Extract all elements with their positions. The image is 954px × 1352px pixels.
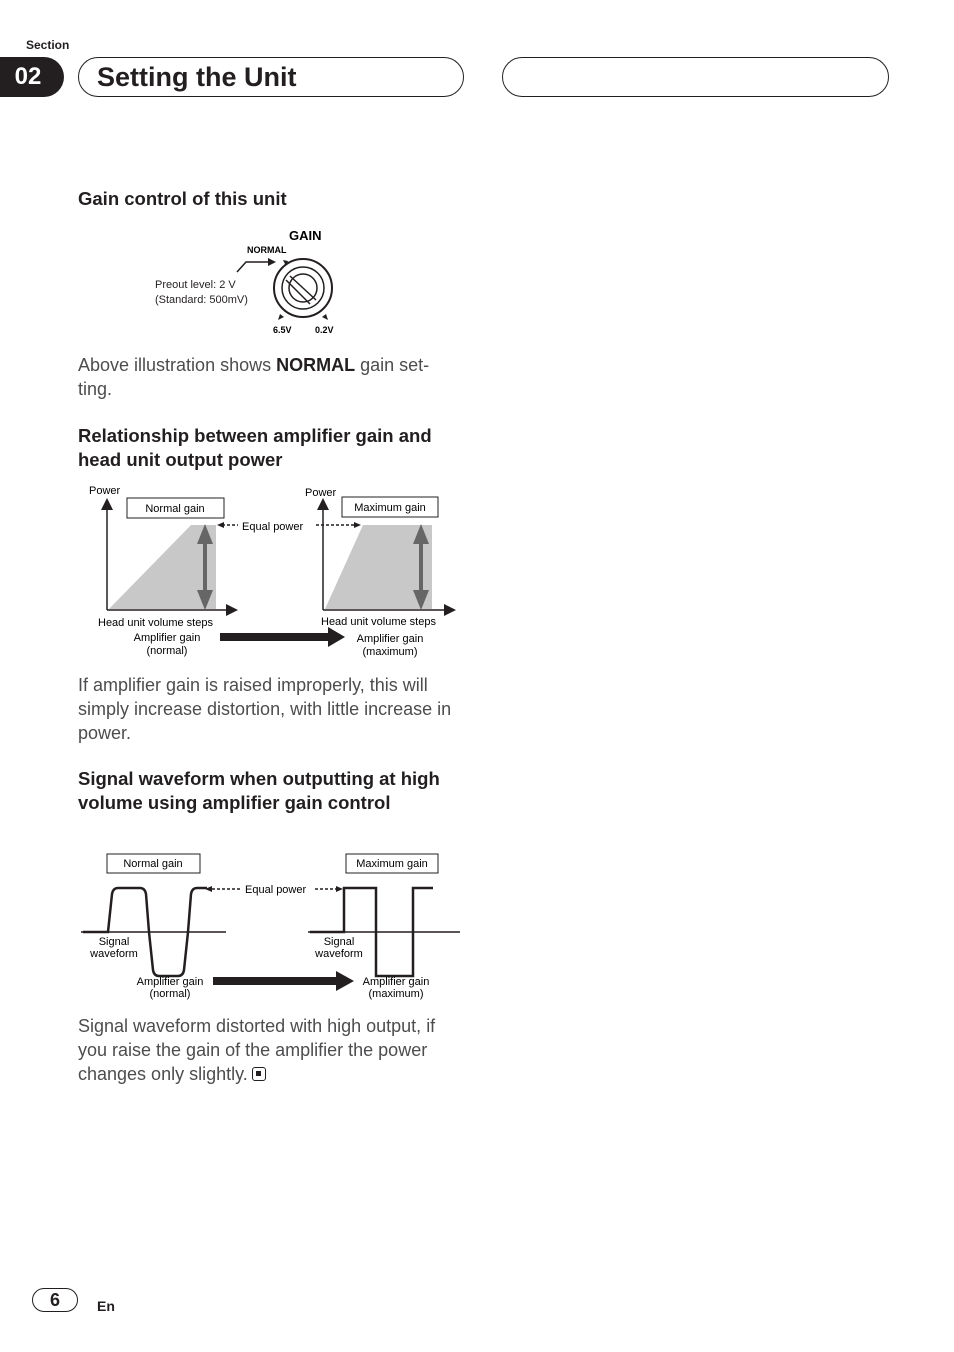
dial-scale-max: 0.2V <box>315 325 334 335</box>
wave-gain-arrow-head <box>336 971 354 991</box>
maximum-gain-label: Maximum gain <box>354 502 426 514</box>
waveform-body <box>78 1014 463 1086</box>
wave-equal-power-label: Equal power <box>245 884 307 896</box>
section-number-badge: 02 <box>0 57 64 97</box>
wave-equal-arrowhead-right <box>336 886 343 892</box>
x-axis-label-left: Head unit volume steps <box>98 617 213 629</box>
equal-power-arrowhead-right <box>354 522 361 528</box>
x-axis-label-right: Head unit volume steps <box>321 616 436 628</box>
end-of-section-icon <box>252 1067 266 1081</box>
right-header-frame <box>502 57 889 97</box>
waveform-heading: Signal waveform when outputting at high volume using amplifier gain control <box>78 768 440 813</box>
amp-gain-normal-2: (normal) <box>146 645 188 657</box>
dial-gain-label: GAIN <box>289 228 322 243</box>
right-signal-label-1: Signal <box>323 936 355 948</box>
wave-amp-max-2: (maximum) <box>368 988 424 1000</box>
power-gain-diagram <box>80 480 460 665</box>
gain-increase-arrow-head <box>328 627 345 647</box>
equal-power-label: Equal power <box>242 521 304 533</box>
power-label-right: Power <box>305 487 337 499</box>
dial-normal-label: NORMAL <box>247 245 287 255</box>
preout-level-line1: Preout level: 2 V <box>155 279 236 291</box>
waveform-body-text: Signal waveform distorted with high output, if you raise the gain of the amplifier the power changes only slightly. <box>78 1016 436 1084</box>
page-title: Setting the Unit <box>97 62 297 92</box>
power-label-left: Power <box>89 485 121 497</box>
equal-power-arrowhead-left <box>217 522 224 528</box>
wave-amp-normal-2: (normal) <box>149 988 191 1000</box>
gain-caption-prefix: Above illustration shows <box>78 355 277 375</box>
normal-pointer-arrowhead <box>268 258 276 266</box>
amp-gain-max-2: (maximum) <box>362 646 418 658</box>
dial-tick-min <box>278 314 284 320</box>
relationship-heading: Relationship between amplifier gain and head unit output power <box>78 425 432 470</box>
gain-dial-illustration <box>150 222 350 342</box>
amp-gain-max-1: Amplifier gain <box>356 633 424 645</box>
gain-caption-bold: NORMAL <box>276 355 356 375</box>
preout-level-line2: (Standard: 500mV) <box>155 294 248 306</box>
wave-amp-max-1: Amplifier gain <box>362 976 430 988</box>
dial-tick-max <box>322 314 328 320</box>
language-label: En <box>97 1298 115 1314</box>
normal-gain-label: Normal gain <box>145 503 205 515</box>
dial-scale-min: 6.5V <box>273 325 292 335</box>
wave-amp-normal-1: Amplifier gain <box>136 976 204 988</box>
amp-gain-normal-1: Amplifier gain <box>133 632 201 644</box>
wave-maximum-gain-label: Maximum gain <box>356 858 428 870</box>
left-signal-label-2: waveform <box>90 948 138 960</box>
gain-control-heading: Gain control of this unit <box>78 188 287 209</box>
wave-gain-arrow-shaft <box>213 977 338 985</box>
left-signal-label-1: Signal <box>98 936 130 948</box>
gain-caption <box>78 353 463 401</box>
page-number: 6 <box>32 1288 78 1312</box>
gain-increase-arrow-shaft <box>220 633 330 641</box>
section-label: Section <box>26 38 70 52</box>
normal-pointer-line <box>237 262 271 272</box>
relationship-body: If amplifier gain is raised improperly, this will simply increase distortion, with little increase in power. <box>78 675 452 743</box>
right-signal-label-2: waveform <box>315 948 363 960</box>
gain-caption-suffix: gain set-ting. <box>78 355 430 399</box>
wave-normal-gain-label: Normal gain <box>123 858 183 870</box>
waveform-diagram <box>78 850 462 1005</box>
